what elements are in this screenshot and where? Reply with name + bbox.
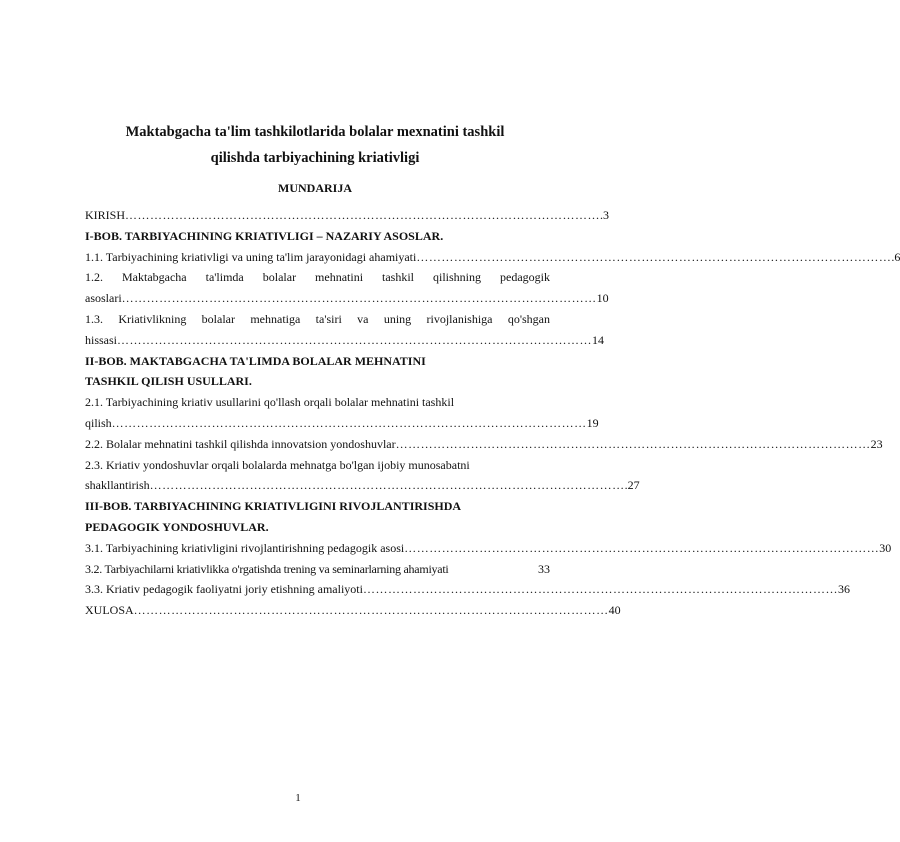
toc-entry-text: hissasi [85,332,118,347]
toc-page-number: .27 [624,478,640,493]
table-of-contents [85,205,900,621]
toc-entry-text: asoslari [85,291,122,306]
toc-entry-text: 2.2. Bolalar mehnatini tashkil qilishda innovatsion yondoshuvlar [85,436,396,451]
toc-page-number: 33 [538,561,550,576]
toc-chapter-1[interactable]: I-BOB. TARBIYACHINING KRIATIVLIGI – NAZARIY ASOSLAR. [85,228,444,243]
toc-chapter-2-line-1[interactable]: II-BOB. MAKTABGACHA TA'LIMDA BOLALAR MEHNATINI [85,353,426,368]
toc-chapter-3-line-2[interactable]: PEDAGOGIK YONDOSHUVLAR. [85,519,269,534]
dot-leader: …………………………………………………………………………………………………… [125,208,601,222]
dot-leader: …………………………………………………………………………………………………… [416,249,892,264]
toc-entry-1-3[interactable] [85,330,605,351]
toc-entry-2-1[interactable] [85,413,599,434]
dot-leader: …………………………………………………………………………………………………… [117,332,593,347]
toc-chapter-2-line-2[interactable]: TASHKIL QILISH USULLARI. [85,374,252,389]
toc-entry-text: KIRISH [85,208,126,222]
toc-entry-3-1[interactable] [85,538,892,559]
toc-page-number: 10 [596,291,609,306]
toc-entry-text: 3.2. Tarbiyachilarni kriativlikka o'rgatishda trening va seminarlarning ahamiyati [85,561,449,576]
document-title-line-1: Maktabgacha ta'lim tashkilotlarida bolalar mexnatini tashkil [125,124,505,140]
toc-entry-1-3-line-1[interactable]: 1.3. Kriativlikning bolalar mehnatiga ta'siri va uning rivojlanishiga qo'shgan [85,311,550,326]
toc-entry-xulosa[interactable] [85,600,621,621]
dot-leader: …………………………………………………………………………………………………… [395,436,871,451]
toc-chapter-3-line-1[interactable]: III-BOB. TARBIYACHINING KRIATIVLIGINI RIVOJLANTIRISHDA [85,499,462,514]
toc-entry-text: 3.3. Kriativ pedagogik faoliyatni joriy etishning amaliyoti [85,582,363,597]
dot-leader: …………………………………………………………………………………………………… [133,603,609,618]
dot-leader: …………………………………………………………………………………………………… [121,291,597,306]
toc-entry-2-3[interactable] [85,475,640,496]
toc-page-number: 14 [592,332,605,347]
toc-entry-text: shakllantirish [85,478,150,493]
toc-page-number: 40 [608,603,621,618]
toc-entry-kirish[interactable] [85,205,610,226]
toc-page-number: 23 [870,436,883,451]
dot-leader: …………………………………………………………………………………………………… [404,540,880,555]
toc-entry-2-3-line-1[interactable]: 2.3. Kriativ yondoshuvlar orqali bolalarda mehnatga bo'lgan ijobiy munosabatni [85,457,470,472]
toc-entry-3-3[interactable] [85,579,850,600]
toc-page-number: 30 [879,540,892,555]
toc-page-number: .3 [600,208,610,222]
toc-entry-text: 1.1. Tarbiyachining kriativligi va uning ta'lim jarayonidagi ahamiyati [85,249,417,264]
page-number: 1 [295,792,301,804]
toc-entry-2-2[interactable] [85,434,883,455]
dot-leader: …………………………………………………………………………………………………… [149,478,625,493]
toc-entry-text: qilish [85,415,112,430]
toc-entry-text: 3.1. Tarbiyachining kriativligini rivojlantirishning pedagogik asosi [85,540,405,555]
toc-entry-3-2[interactable] [85,559,550,580]
toc-entry-1-2[interactable] [85,288,609,309]
toc-entry-text: XULOSA [85,603,134,618]
toc-entry-2-1-line-1[interactable]: 2.1. Tarbiyachining kriativ usullarini qo'llash orqali bolalar mehnatini tashkil [85,395,455,410]
toc-entry-1-2-line-1[interactable]: 1.2. Maktabgacha ta'limda bolalar mehnatini tashkil qilishning pedagogik [85,270,550,285]
toc-page-number: 19 [586,415,599,430]
dot-leader: …………………………………………………………………………………………………… [111,415,587,430]
dot-leader: …………………………………………………………………………………………………… [362,582,838,597]
toc-page-number: 36 [837,582,850,597]
toc-entry-1-1[interactable] [85,247,900,268]
toc-page-number: .6 [891,249,900,264]
contents-heading: MUNDARIJA [278,181,352,195]
document-title-line-2: qilishda tarbiyachining kriativligi [210,150,420,166]
